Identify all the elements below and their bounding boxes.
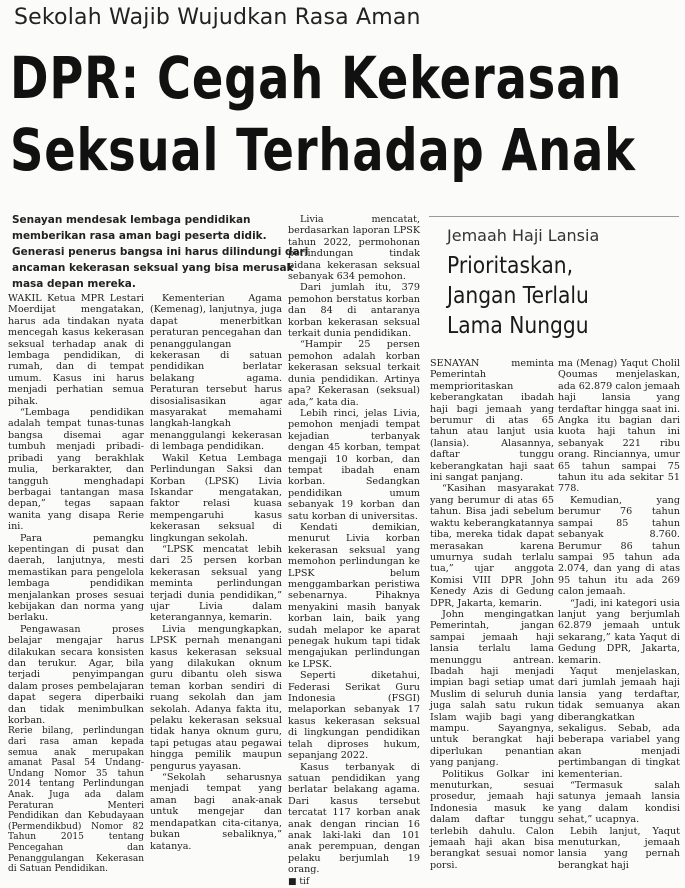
paragraph: Kemudian, yang berumur 76 tahun sampai 85 tahun sebanyak 8.760. Berumur 86 tahun sampai 95 tahun ada 2.074, dan yang di atas 95 tahun itu ada 269 calon jemaah. xyxy=(558,494,680,598)
lead-line: memberikan rasa aman bagi peserta didik. xyxy=(12,230,267,242)
author-signature: ■ tif xyxy=(288,876,310,887)
paragraph: “LPSK mencatat lebih dari 25 persen korban kekerasan seksual yang meminta perlindungan terjadi dunia pendidikan,” ujar Livia dalam keterangannya, kemarin. xyxy=(150,543,282,624)
paragraph: Seperti diketahui, Federasi Serikat Guru Indonesia (FSGI) melaporkan sebanyak 17 kasus kekerasan seksual di lingkungan pendidikan telah diproses hukum, sepanjang 2022. xyxy=(288,670,420,762)
article-kicker: Sekolah Wajib Wujudkan Rasa Aman xyxy=(14,5,421,30)
lead-line: Senayan mendesak lembaga pendidikan xyxy=(12,214,251,226)
headline-line-2: Seksual Terhadap Anak xyxy=(10,116,636,184)
lead-line: ancaman kekerasan seksual yang bisa merusak xyxy=(12,262,294,274)
headline-line-1: DPR: Cegah Kekerasan xyxy=(10,44,623,112)
paragraph: Lebih lanjut, Yaqut menuturkan, jemaah lansia yang pernah berangkat haji xyxy=(558,825,680,871)
paragraph: Rerie bilang, perlindungan dari rasa aman kepada semua anak merupakan amanat Pasal 54 Undang-Undang Nomor 35 tahun 2014 tentang Perlindungan Anak. Juga ada dalam Peraturan Menteri Pendidikan dan Kebudayaan (Permendikbud) Nomor 82 Tahun 2015 tentang Pencegahan dan Penanggulangan Kekerasan di Satuan Pendidikan. xyxy=(8,726,144,875)
paragraph: “Termasuk salah satunya jemaah lansia yang dalam kondisi sehat,” ucapnya. xyxy=(558,780,680,826)
paragraph: ma (Menag) Yaqut Cholil Qoumas menjelaskan, ada 62.879 calon jemaah haji lansia yang terdaftar hingga saat ini. Angka itu bagian dari kuota haji tahun ini sebanyak 221 ribu orang. Rinciannya, umur 65 tahun sampai 75 tahun itu ada sekitar 51 778. xyxy=(558,358,680,495)
side-column-1 xyxy=(430,358,554,871)
paragraph: Livia mengungkapkan, LPSK pernah menangani kasus kekerasan seksual yang dilakukan oknum guru dibantu oleh siswa teman korban sendiri di ruang sekolah dan jam sekolah. Adanya fakta itu, pelaku kekerasan seksual tidak hanya oknum guru, tapi petugas atau pegawai hingga pemilik maupun pengurus yayasan. xyxy=(150,623,282,772)
section-divider xyxy=(429,216,679,217)
paragraph: Dari jumlah itu, 379 pemohon berstatus korban dan 84 di antaranya korban kekerasan seksual terkait dunia pendidikan. xyxy=(288,282,420,340)
lead-line: Generasi penerus bangsa ini harus dilindungi dari xyxy=(12,246,309,258)
paragraph: John mengingatkan Pemerintah, jangan sampai jemaah haji lansia terlalu lama menunggu antrean. Ibadah haji menjadi impian bagi setiap umat Muslim di seluruh dunia juga salah satu rukun Islam wajib bagi yang mampu. Sayangnya, untuk berangkat haji diperlukan penantian yang panjang. xyxy=(430,608,554,769)
paragraph: “Kasihan masyarakat yang berumur di atas 65 tahun. Bisa jadi sebelum waktu keberangkatannya tiba, mereka tidak dapat merasakan karena umurnya sudah terlalu tua,” ujar anggota Komisi VIII DPR John Kenedy Azis di Gedung DPR, Jakarta, kemarin. xyxy=(430,483,554,609)
side-article-headline-3: Lama Nunggu xyxy=(447,313,589,339)
body-column-2 xyxy=(150,293,282,852)
side-article-headline-2: Jangan Terlalu xyxy=(447,283,589,309)
paragraph: SENAYAN meminta Pemerintah memprioritaskan keberangkatan ibadah haji bagi jemaah yang berumur di atas 65 tahun atau lanjut usia (lansia). Alasannya, daftar tunggu keberangkatan haji saat ini sangat panjang. xyxy=(430,358,554,484)
side-article-headline-1: Prioritaskan, xyxy=(447,253,574,279)
paragraph: Lebih rinci, jelas Livia, pemohon menjadi tempat kejadian terbanyak dengan 45 korban, tempat mengaji 10 korban, dan tempat ibadah enam korban. Sedangkan pendidikan umum sebanyak 19 korban dan satu korban di universitas. xyxy=(288,407,420,522)
paragraph: “Lembaga pendidikan adalah tempat tunas-tunas bangsa disemai agar tumbuh menjadi pribadi-pribadi yang berakhlak mulia, berkarakter, dan tangguh menghadapi berbagai tantangan masa depan,” tegas sapaan wanita yang disapa Rerie ini. xyxy=(8,407,144,533)
lead-line: masa depan mereka. xyxy=(12,278,136,290)
body-column-3 xyxy=(288,214,420,888)
paragraph: WAKIL Ketua MPR Lestari Moerdijat mengatakan, harus ada tindakan nyata mencegah kasus kekerasan seksual terhadap anak di lembaga pendidikan, di rumah, dan di tempat umum. Kasus ini harus menjadi perhatian semua pihak. xyxy=(8,293,144,407)
side-column-2 xyxy=(558,358,680,871)
paragraph: Kasus terbanyak di satuan pendidikan yang berlatar belakang agama. Dari kasus tersebut tercatat 117 korban anak anak dengan rincian 16 anak laki-laki dan 101 anak perempuan, dengan pelaku berjumlah 19 orang. xyxy=(288,761,420,876)
paragraph: Kendati demikian, menurut Livia korban kekerasan seksual yang memohon perlindungan ke LPSK belum menggambarkan peristiwa sebenarnya. Pihaknya menyakini masih banyak korban lain, baik yang sudah melapor ke aparat penegak hukum tapi tidak mengajukan perlindungan ke LPSK. xyxy=(288,521,420,670)
body-column-1 xyxy=(8,293,144,875)
paragraph: Livia mencatat, berdasarkan laporan LPSK tahun 2022, permohonan perlindungan tindak pidana kekerasan seksual sebanyak 634 pemohon. xyxy=(288,214,420,283)
paragraph: Kementerian Agama (Kemenag), lanjutnya, juga dapat menerbitkan peraturan pencegahan dan penanggulangan kekerasan di satuan pendidikan berlatar belakang agama. Peraturan tersebut harus disosialisasikan agar masyarakat memahami langkah-langkah menanggulangi kekerasan di lembaga pendidikan. xyxy=(150,293,282,453)
paragraph: “Jadi, ini kategori usia lanjut yang berjumlah 62.879 jemaah untuk sekarang,” kata Yaqut di Gedung DPR, Jakarta, kemarin. xyxy=(558,597,680,666)
paragraph: “Hampir 25 persen pemohon adalah korban kekerasan seksual terkait dunia pendidikan. Artinya apa? Kekerasan (seksual) ada,” kata dia. xyxy=(288,339,420,408)
side-article-kicker: Jemaah Haji Lansia xyxy=(447,226,600,245)
paragraph: Wakil Ketua Lembaga Perlindungan Saksi dan Korban (LPSK) Livia Iskandar mengatakan, faktor relasi kuasa mempengaruhi kasus kekerasan seksual di lingkungan sekolah. xyxy=(150,452,282,544)
paragraph: Politikus Golkar ini menuturkan, sesuai prosedur, jemaah haji Indonesia masuk ke dalam daftar tunggu terlebih dahulu. Calon jemaah haji akan bisa berangkat sesuai nomor porsi. xyxy=(430,768,554,871)
paragraph: “Sekolah seharusnya menjadi tempat yang aman bagi anak-anak untuk mengejar dan mendapatkan cita-citanya, bukan sebaliknya,” katanya. xyxy=(150,772,282,852)
paragraph: Yaqut menjelaskan, dari jumlah jemaah haji lansia yang terdaftar, tidak semuanya akan diberangkatkan sekaligus. Sebab, ada beberapa variabel yang akan menjadi pertimbangan di tingkat kementerian. xyxy=(558,665,680,780)
paragraph: Para pemangku kepentingan di pusat dan daerah, lanjutnya, mesti memastikan para pengelola lembaga pendidikan menjalankan proses sesuai kebijakan dan norma yang berlaku. xyxy=(8,532,144,624)
paragraph: Pengawasan proses belajar mengajar harus dilakukan secara konsisten dan terukur. Agar, bila terjadi penyimpangan dalam proses pembelajaran dapat segera diperbaiki dan tidak menimbulkan korban. xyxy=(8,623,144,727)
